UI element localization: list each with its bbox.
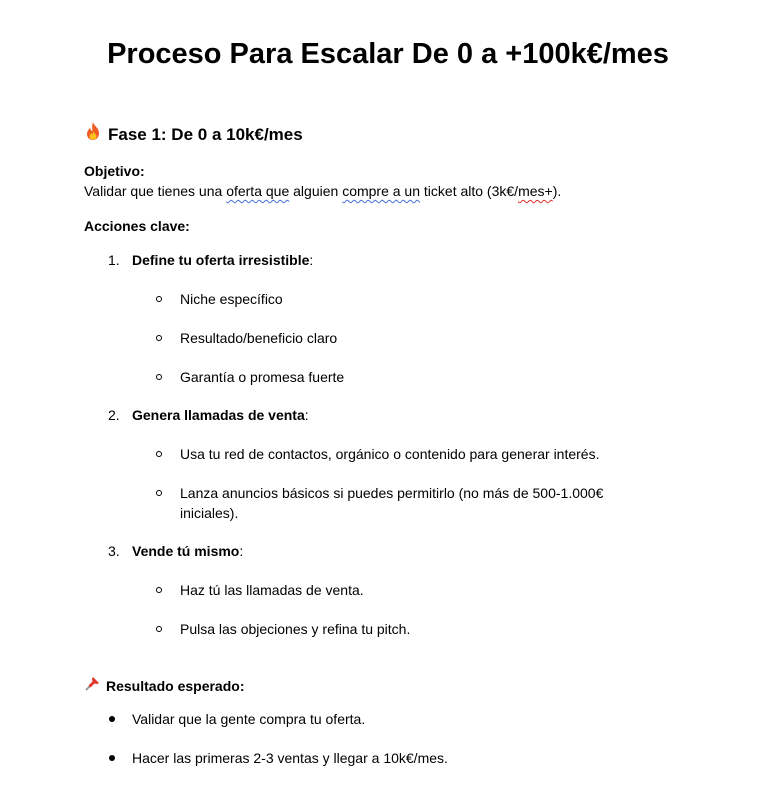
hollow-bullet-icon (156, 626, 162, 632)
phase-heading (84, 121, 303, 148)
hollow-bullet-icon (156, 451, 162, 457)
sub-list-item: Niche específico (180, 291, 283, 307)
hollow-bullet-icon (156, 335, 162, 341)
page-title: Proceso Para Escalar De 0 a +100k€/mes (107, 38, 669, 70)
sub-list-item: Garantía o promesa fuerte (180, 369, 345, 385)
bullet-icon (109, 755, 115, 761)
result-heading (84, 675, 244, 697)
action-number: 1. (108, 252, 120, 268)
result-list-item: Hacer las primeras 2-3 ventas y llegar a 10k€/mes. (132, 750, 448, 766)
result-list-item: Validar que la gente compra tu oferta. (132, 711, 366, 727)
pushpin-icon (84, 675, 101, 697)
action-number: 2. (108, 407, 120, 423)
hollow-bullet-icon (156, 296, 162, 302)
fire-icon (84, 121, 102, 148)
sub-list-item: Haz tú las llamadas de venta. (180, 582, 364, 598)
action-number: 3. (108, 543, 120, 559)
sub-list-item: Lanza anuncios básicos si puedes permitirlo (no más de 500-1.000€ iniciales). (180, 485, 604, 521)
objective-label: Objetivo: (84, 163, 145, 179)
hollow-bullet-icon (156, 490, 162, 496)
action-item: Vende tú mismo: (132, 543, 244, 559)
action-item: Genera llamadas de venta: (132, 407, 309, 423)
phase-heading-text: Fase 1: De 0 a 10k€/mes (108, 124, 303, 144)
sub-list-item: Resultado/beneficio claro (180, 330, 338, 346)
objective-text: Validar que tienes una oferta que alguien compre a un ticket alto (3k€/mes+). (84, 183, 562, 199)
sub-list-item: Pulsa las objeciones y refina tu pitch. (180, 621, 411, 637)
hollow-bullet-icon (156, 374, 162, 380)
result-label: Resultado esperado: (106, 678, 245, 694)
sub-list-item: Usa tu red de contactos, orgánico o contenido para generar interés. (180, 446, 600, 462)
hollow-bullet-icon (156, 587, 162, 593)
actions-label: Acciones clave: (84, 218, 190, 234)
action-item: Define tu oferta irresistible: (132, 252, 314, 268)
bullet-icon (109, 716, 115, 722)
